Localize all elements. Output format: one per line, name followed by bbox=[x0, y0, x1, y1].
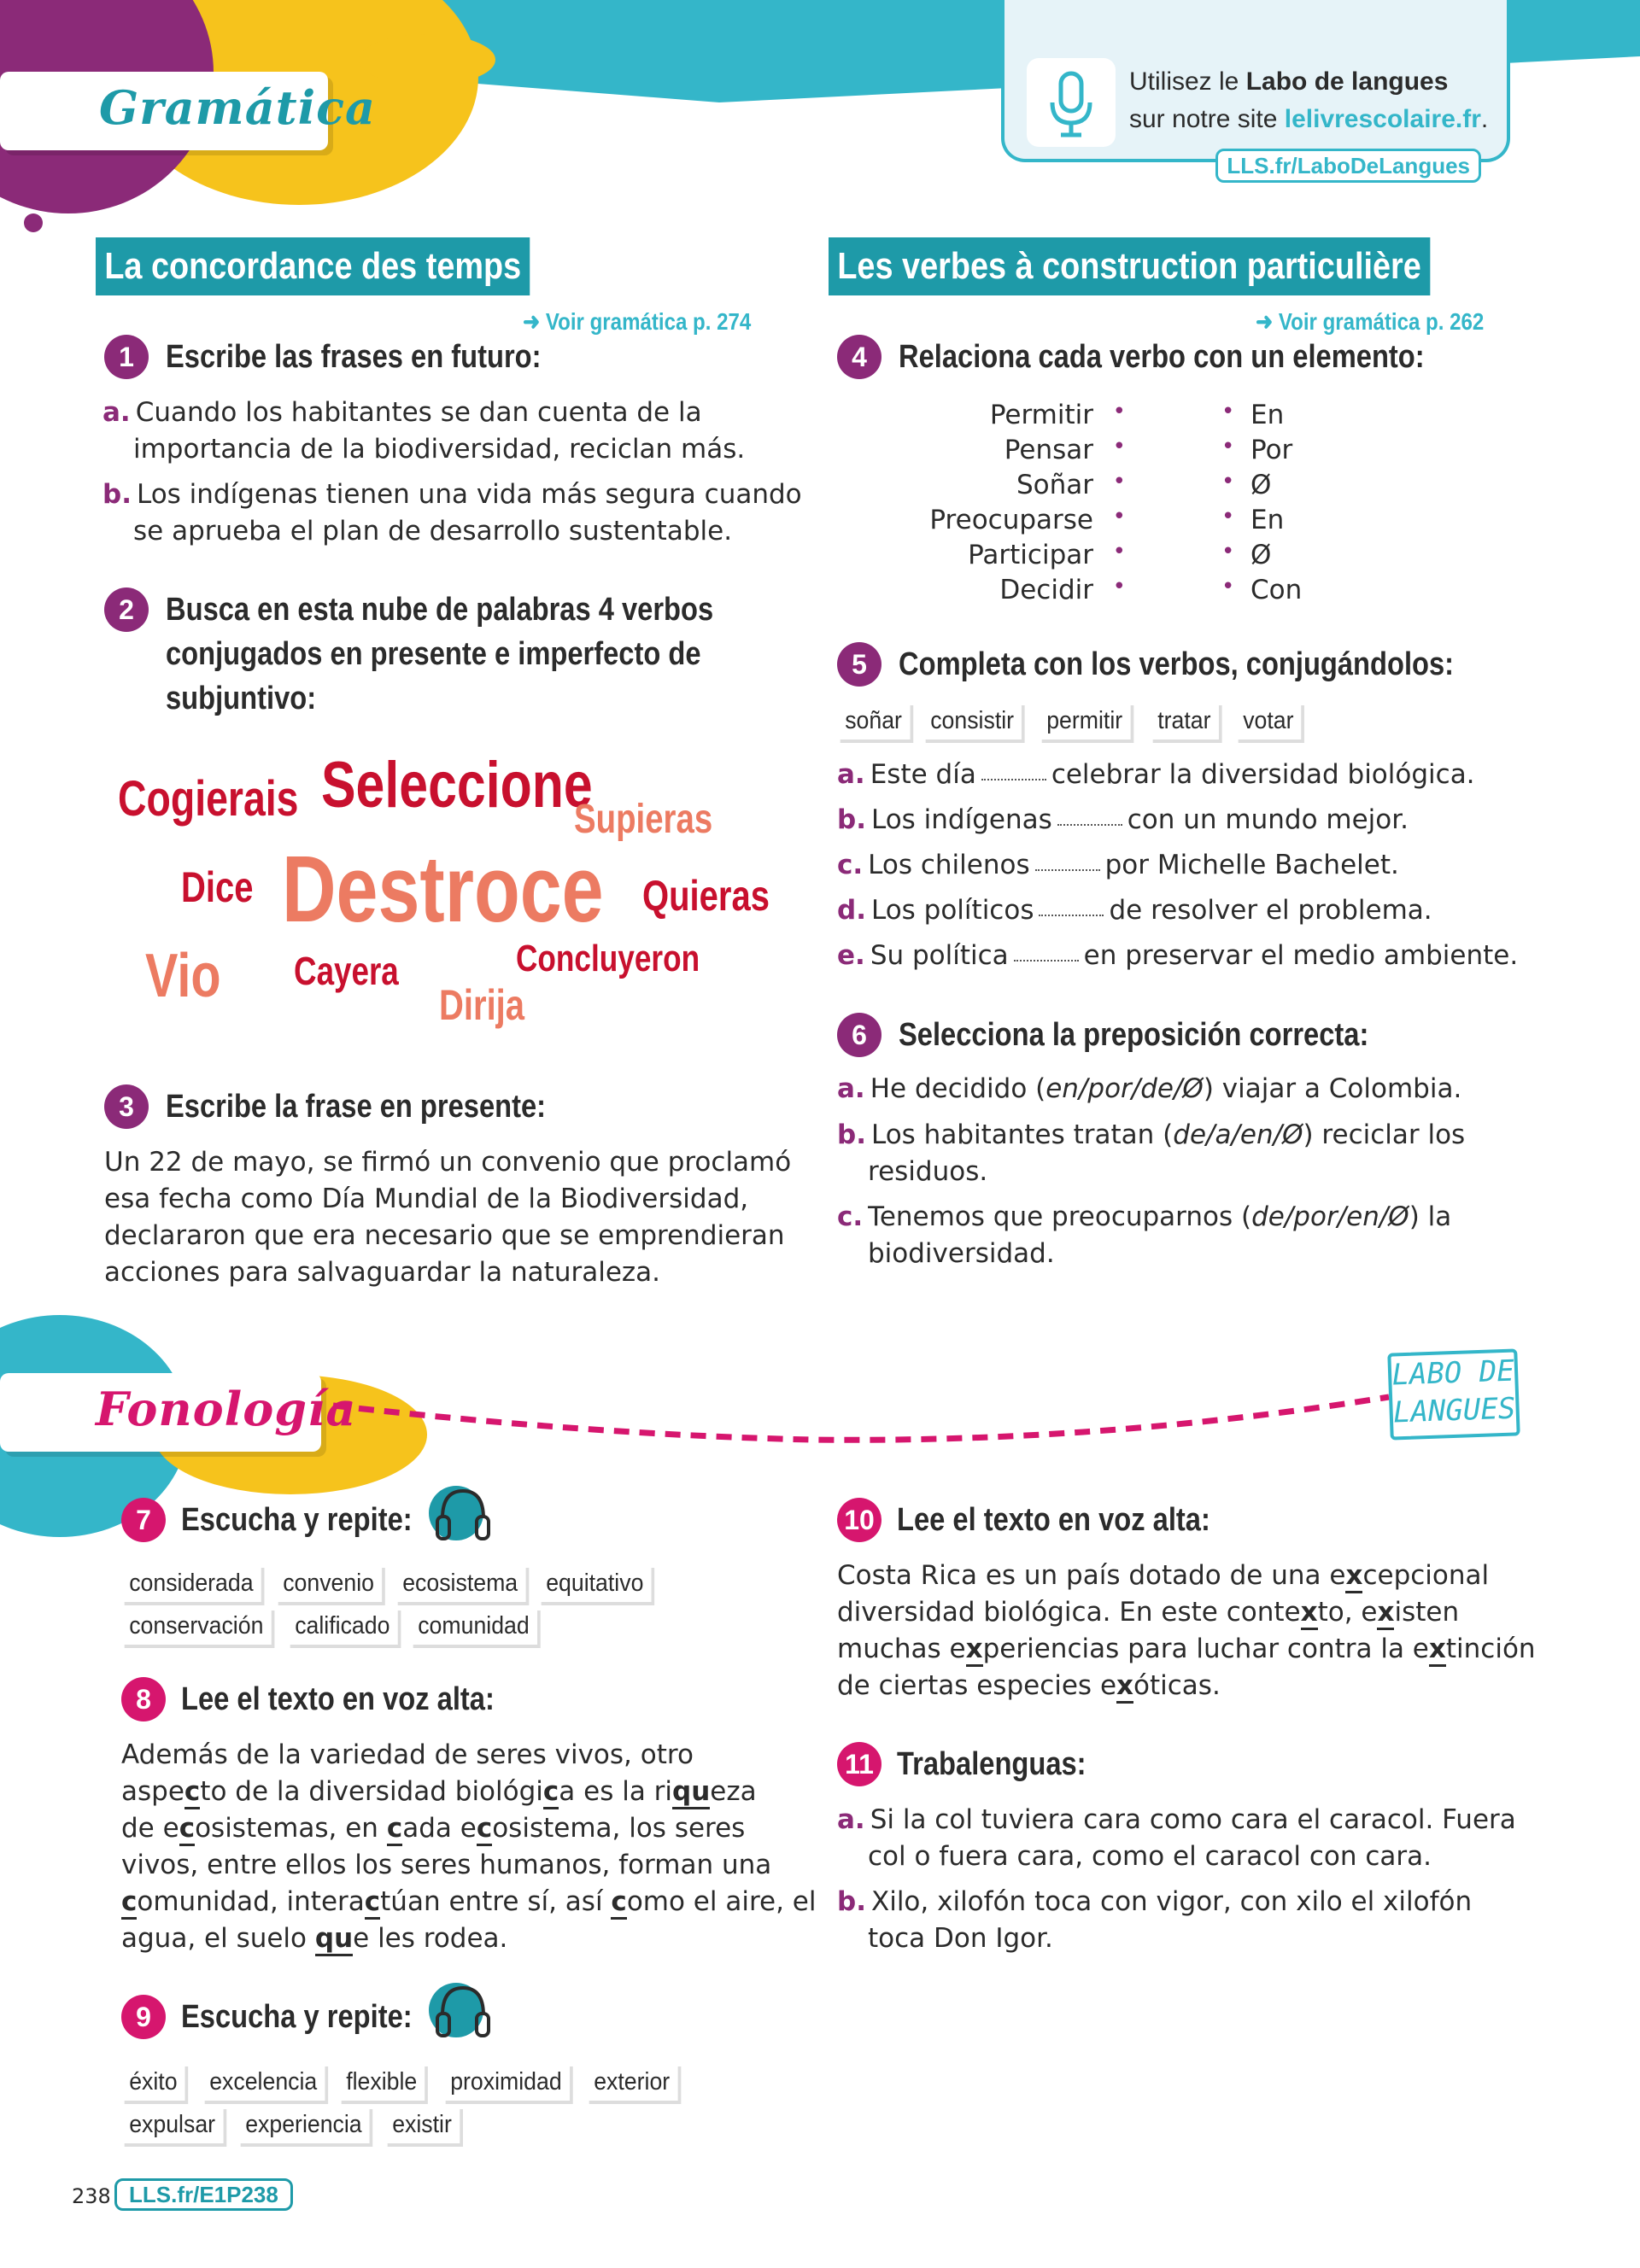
word-chip: conservación bbox=[121, 1607, 272, 1645]
match-dot[interactable]: • bbox=[1221, 504, 1235, 529]
word-chip: flexible bbox=[338, 2063, 425, 2101]
ex4-element: En bbox=[1250, 505, 1285, 535]
ex6-line2: residuos. bbox=[868, 1156, 988, 1187]
ex3-line: esa fecha como Día Mundial de la Biodiversidad, bbox=[104, 1184, 749, 1214]
ex1-item-a bbox=[102, 395, 745, 468]
ex1-item-b-line1: Los indígenas tienen una vida más segura cuando bbox=[136, 479, 802, 510]
ex6-options[interactable]: de/por/en/Ø bbox=[1251, 1201, 1409, 1232]
cloud-word: Dice bbox=[181, 863, 254, 911]
ex5-after: con un mundo mejor. bbox=[1127, 804, 1409, 835]
cloud-word: Cogierais bbox=[118, 771, 299, 827]
ex11-line1: Si la col tuviera cara como cara el caracol. Fuera bbox=[870, 1804, 1516, 1835]
ex1-item-a-line1: Cuando los habitantes se dan cuenta de la bbox=[135, 397, 702, 428]
purple-drop bbox=[24, 213, 43, 232]
ex5-before: Los chilenos bbox=[868, 850, 1030, 880]
ex10-text: Costa Rica es un país dotado de una excepcional diversidad biológica. En este contexto, existen muchas experiencias para luchar contra la extinción de ciertas especies exóticas. bbox=[837, 1558, 1536, 1704]
match-dot[interactable]: • bbox=[1112, 574, 1126, 599]
ex6-title: Selecciona la preposición correcta: bbox=[899, 1017, 1369, 1053]
ex11-title: Trabalenguas: bbox=[897, 1746, 1086, 1782]
verb-chip: soñar bbox=[837, 702, 910, 739]
ex5-letter: e. bbox=[837, 940, 865, 971]
ex7-title: Escucha y repite: bbox=[181, 1502, 413, 1538]
ex11-line2: col o fuera cara, como el caracol con cara. bbox=[868, 1841, 1432, 1872]
fonologia-title: Fonología bbox=[96, 1382, 357, 1436]
match-dot[interactable]: • bbox=[1112, 434, 1126, 459]
labo-de-langues-badge[interactable] bbox=[1387, 1348, 1520, 1440]
ex4-left-column bbox=[888, 398, 1093, 608]
cloud-word: Supieras bbox=[574, 797, 713, 842]
yellow-splash-2 bbox=[359, 34, 495, 85]
ex6-before: Los habitantes tratan ( bbox=[870, 1119, 1174, 1150]
word-chip: existir bbox=[384, 2106, 460, 2143]
ex5-letter: b. bbox=[837, 804, 866, 835]
ex5-number: 5 bbox=[837, 642, 882, 687]
ex6-line2: biodiversidad. bbox=[868, 1238, 1055, 1269]
word-chip: equitativo bbox=[538, 1564, 652, 1602]
ex1-item-a-letter: a. bbox=[102, 397, 131, 428]
word-chip: ecosistema bbox=[395, 1564, 525, 1602]
ex11-letter: a. bbox=[837, 1804, 865, 1835]
ex5-before: Los indígenas bbox=[870, 804, 1052, 835]
verb-chip: permitir bbox=[1039, 702, 1130, 739]
ex9-number: 9 bbox=[121, 1995, 166, 2039]
ex3-line: declararon que era necesario que se emprendieran bbox=[104, 1220, 785, 1251]
ex6-item-b bbox=[837, 1117, 1465, 1190]
ex8-number: 8 bbox=[121, 1677, 166, 1721]
headphones-icon[interactable] bbox=[427, 1481, 497, 1547]
ex3-line: Un 22 de mayo, se firmó un convenio que proclamó bbox=[104, 1147, 792, 1178]
ex1-item-b bbox=[102, 476, 802, 550]
gramatica-title: Gramática bbox=[99, 80, 377, 135]
match-dot[interactable]: • bbox=[1221, 574, 1235, 599]
match-dot[interactable]: • bbox=[1221, 434, 1235, 459]
ex6-after: ) reciclar los bbox=[1303, 1119, 1466, 1150]
ex6-after: ) la bbox=[1409, 1201, 1452, 1232]
word-chip: convenio bbox=[275, 1564, 382, 1602]
ex6-letter: a. bbox=[837, 1073, 865, 1104]
ex1-item-b-line2: se aprueba el plan de desarrollo sustentable. bbox=[133, 516, 733, 547]
labo-text-suffix: . bbox=[1480, 105, 1489, 133]
cloud-word: Vio bbox=[145, 942, 221, 1010]
left-section-title: La concordance des temps bbox=[96, 237, 530, 295]
labo-site-link[interactable]: lelivrescolaire.fr bbox=[1284, 105, 1481, 133]
ex4-right-dots bbox=[1221, 395, 1242, 605]
word-chip: experiencia bbox=[237, 2106, 370, 2143]
ex9-title: Escucha y repite: bbox=[181, 1999, 413, 2035]
cloud-word: Seleccione bbox=[321, 749, 593, 821]
right-section-title: Les verbes à construction particulière bbox=[829, 237, 1430, 295]
ex5-after: celebrar la diversidad biológica. bbox=[1051, 759, 1475, 790]
ex5-blank[interactable] bbox=[1057, 817, 1122, 826]
word-chip: excelencia bbox=[202, 2063, 325, 2101]
ex4-verb: Participar bbox=[968, 540, 1093, 570]
word-chip: expulsar bbox=[121, 2106, 223, 2143]
ex11-item-a bbox=[837, 1802, 1516, 1875]
ex2-title-line3: subjuntivo: bbox=[166, 681, 317, 716]
ex5-letter: a. bbox=[837, 759, 865, 790]
ex4-element: En bbox=[1250, 400, 1285, 430]
ex4-number: 4 bbox=[837, 335, 882, 379]
match-dot[interactable]: • bbox=[1112, 539, 1126, 564]
headphones-icon[interactable] bbox=[427, 1978, 497, 2044]
ex11-number: 11 bbox=[837, 1742, 882, 1786]
word-chip: considerada bbox=[121, 1564, 261, 1602]
right-section-ref[interactable]: ➜ Voir gramática p. 262 bbox=[1256, 308, 1485, 335]
ex6-options[interactable]: de/a/en/Ø bbox=[1173, 1119, 1303, 1150]
ex5-item-e bbox=[837, 938, 1518, 974]
ex5-blank[interactable] bbox=[1039, 908, 1104, 916]
cloud-word: Destroce bbox=[282, 837, 604, 942]
ex2-number: 2 bbox=[104, 587, 149, 632]
match-dot[interactable]: • bbox=[1221, 469, 1235, 494]
verb-chip: consistir bbox=[922, 702, 1022, 739]
ex6-letter: b. bbox=[837, 1119, 866, 1150]
ex4-verb: Soñar bbox=[1016, 470, 1093, 500]
ex6-options[interactable]: en/por/de/Ø bbox=[1046, 1073, 1204, 1104]
ex8-title: Lee el texto en voz alta: bbox=[181, 1681, 495, 1717]
ex4-element: Por bbox=[1250, 435, 1293, 465]
ex10-number: 10 bbox=[837, 1498, 882, 1542]
ex5-after: en preservar el medio ambiente. bbox=[1083, 940, 1519, 971]
ex3-text bbox=[104, 1144, 791, 1291]
ex6-number: 6 bbox=[837, 1013, 882, 1057]
ex6-before: He decidido ( bbox=[870, 1073, 1046, 1104]
ex2-title-line2: conjugados en presente e imperfecto de bbox=[166, 636, 701, 672]
ex5-after: de resolver el problema. bbox=[1109, 895, 1432, 926]
match-dot[interactable]: • bbox=[1221, 539, 1235, 564]
ex5-item-d bbox=[837, 892, 1432, 929]
ex7-number: 7 bbox=[121, 1498, 166, 1542]
ex4-verb: Preocuparse bbox=[929, 505, 1093, 535]
ex5-letter: d. bbox=[837, 895, 866, 926]
ex1-number: 1 bbox=[104, 335, 149, 379]
ex1-title: Escribe las frases en futuro: bbox=[166, 339, 542, 375]
ex5-title: Completa con los verbos, conjugándolos: bbox=[899, 646, 1455, 682]
left-section-ref[interactable]: ➜ Voir gramática p. 274 bbox=[523, 308, 752, 335]
cloud-word: Cayera bbox=[294, 949, 399, 993]
ex5-letter: c. bbox=[837, 850, 864, 880]
cloud-word: Concluyeron bbox=[516, 938, 700, 979]
ex11-item-b bbox=[837, 1884, 1472, 1957]
ex10-title: Lee el texto en voz alta: bbox=[897, 1502, 1210, 1538]
ex5-item-a bbox=[837, 757, 1475, 793]
ex4-verb: Permitir bbox=[989, 400, 1093, 430]
ex5-before: Los políticos bbox=[870, 895, 1034, 926]
word-chip: calificado bbox=[287, 1607, 398, 1645]
page-number: 238 bbox=[72, 2184, 111, 2208]
ex6-item-c bbox=[837, 1199, 1451, 1272]
verb-chip: tratar bbox=[1150, 702, 1219, 739]
match-dot[interactable]: • bbox=[1112, 504, 1126, 529]
ex3-title: Escribe la frase en presente: bbox=[166, 1089, 547, 1125]
ex6-item-a bbox=[837, 1071, 1461, 1108]
microphone-icon[interactable] bbox=[1027, 58, 1116, 147]
ex2-title bbox=[166, 587, 713, 721]
page-link[interactable]: LLS.fr/E1P238 bbox=[114, 2178, 293, 2211]
match-dot[interactable]: • bbox=[1112, 469, 1126, 494]
dashed-wave-line bbox=[333, 1383, 1392, 1452]
ex8-text: Además de la variedad de seres vivos, otro aspecto de la diversidad biológica es la riqueza de ecosistemas, en cada ecosistema, los seres vivos, entre ellos los seres humanos, forman una comunidad, interactúan entre sí, así como el aire, el agua, el suelo que les rodea. bbox=[121, 1737, 816, 1957]
ex5-item-b bbox=[837, 802, 1409, 839]
labo-text-prefix: Utilisez le bbox=[1129, 67, 1246, 96]
ex5-after: por Michelle Bachelet. bbox=[1104, 850, 1399, 880]
badge-line2: LANGUES bbox=[1392, 1391, 1516, 1430]
ex5-before: Su política bbox=[870, 940, 1009, 971]
ex5-blank[interactable] bbox=[1014, 953, 1079, 962]
labo-card bbox=[1001, 0, 1510, 178]
ex1-item-a-line2: importancia de la biodiversidad, reciclan más. bbox=[133, 434, 746, 465]
ex11-line2: toca Don Igor. bbox=[868, 1923, 1053, 1954]
ex4-right-column bbox=[1250, 398, 1353, 608]
ex6-before: Tenemos que preocuparnos ( bbox=[868, 1201, 1252, 1232]
ex5-item-c bbox=[837, 847, 1399, 884]
ex1-item-b-letter: b. bbox=[102, 479, 132, 510]
ex5-before: Este día bbox=[870, 759, 976, 790]
ex4-verb: Decidir bbox=[999, 575, 1093, 605]
labo-text-line2: sur notre site bbox=[1129, 105, 1285, 133]
word-chip: proximidad bbox=[442, 2063, 570, 2101]
labo-text bbox=[1129, 63, 1488, 138]
match-dot[interactable]: • bbox=[1221, 399, 1235, 424]
ex4-left-dots bbox=[1105, 395, 1126, 605]
ex5-blank[interactable] bbox=[1035, 862, 1100, 871]
word-chip: exterior bbox=[586, 2063, 677, 2101]
labo-pill-link[interactable]: LLS.fr/LaboDeLangues bbox=[1215, 149, 1481, 183]
ex5-blank[interactable] bbox=[981, 772, 1046, 780]
ex4-verb: Pensar bbox=[1004, 435, 1093, 465]
ex4-title: Relaciona cada verbo con un elemento: bbox=[899, 339, 1425, 375]
ex2-title-line1: Busca en esta nube de palabras 4 verbos bbox=[166, 592, 714, 628]
ex6-after: ) viajar a Colombia. bbox=[1203, 1073, 1462, 1104]
ex11-letter: b. bbox=[837, 1886, 866, 1917]
ex4-element: Con bbox=[1250, 575, 1303, 605]
verb-chip: votar bbox=[1235, 702, 1302, 739]
badge-line1: LABO DE bbox=[1391, 1353, 1515, 1393]
ex3-line: acciones para salvaguardar la naturaleza. bbox=[104, 1257, 661, 1288]
ex6-letter: c. bbox=[837, 1201, 864, 1232]
ex3-number: 3 bbox=[104, 1084, 149, 1129]
ex11-line1: Xilo, xilofón toca con vigor, con xilo el xilofón bbox=[870, 1886, 1473, 1917]
ex4-element: Ø bbox=[1250, 470, 1272, 500]
word-chip: éxito bbox=[121, 2063, 185, 2101]
ex4-element: Ø bbox=[1250, 540, 1272, 570]
cloud-word: Quieras bbox=[642, 872, 770, 920]
word-chip: comunidad bbox=[410, 1607, 537, 1645]
match-dot[interactable]: • bbox=[1112, 399, 1126, 424]
cloud-word: Dirija bbox=[439, 981, 525, 1029]
labo-text-bold: Labo de langues bbox=[1245, 67, 1449, 96]
